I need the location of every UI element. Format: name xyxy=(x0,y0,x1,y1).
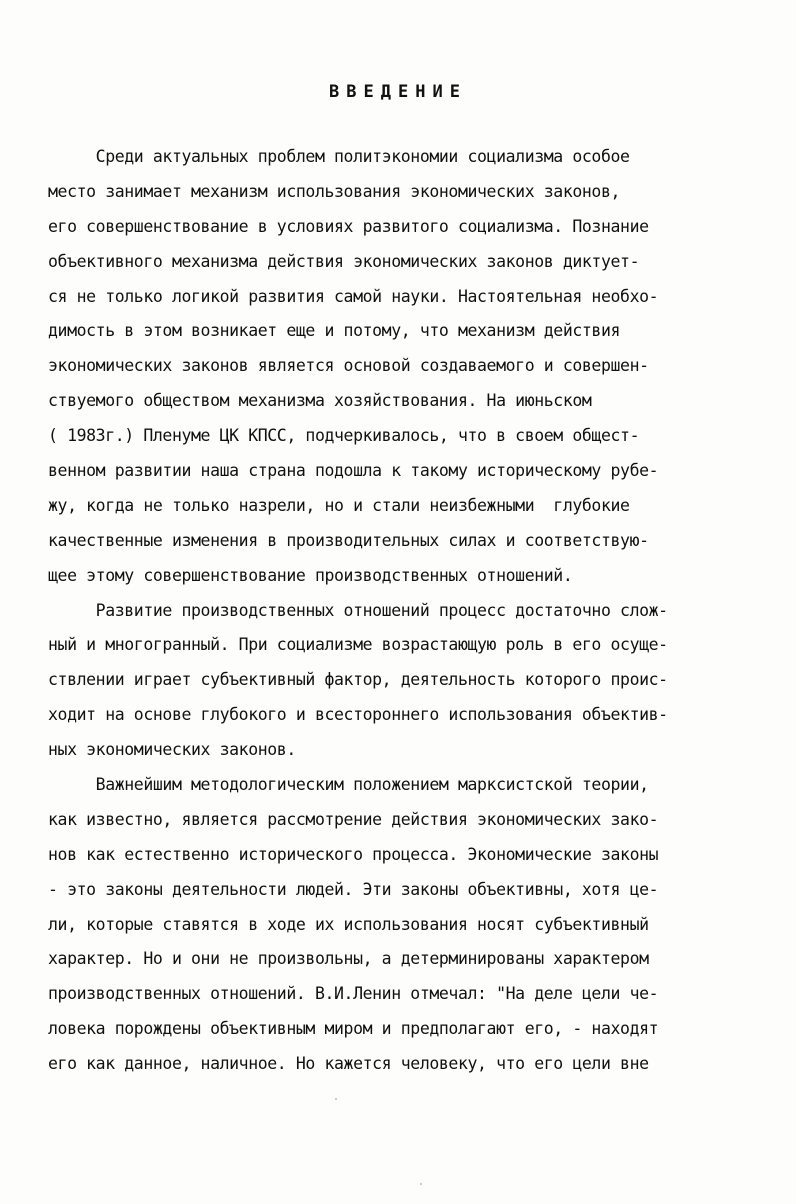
text-line: его как данное, наличное. Но кажется человеку, что его цели вне xyxy=(48,1054,649,1074)
text-line: производственных отношений. В.И.Ленин отмечал: "На деле цели че- xyxy=(48,984,659,1004)
text-line: характер. Но и они не произвольны, а детерминированы характером xyxy=(48,949,649,969)
paper-speck xyxy=(335,1098,337,1100)
text-line: ный и многогранный. При социализме возрастающую роль в его осуще- xyxy=(48,635,668,655)
text-line: экономических законов является основой создаваемого и совершен- xyxy=(48,356,649,376)
text-line: жу, когда не только назрели, но и стали неизбежными глубокие xyxy=(48,495,630,515)
text-line: его совершенствование в условиях развитого социализма. Познание xyxy=(48,216,649,236)
text-line: - это законы деятельности людей. Эти законы объективны, хотя це- xyxy=(48,879,659,899)
text-line: щее этому совершенствование производственных отношений. xyxy=(48,565,573,585)
text-line: ствуемого обществом механизма хозяйствования. На июньском xyxy=(48,391,592,411)
text-line: нов как естественно исторического процесса. Экономические законы xyxy=(48,844,659,864)
text-line: Среди актуальных проблем политэкономии социализма особое xyxy=(48,147,630,166)
text-line: качественные изменения в производительных силах и соответствую- xyxy=(48,530,649,550)
text-line: венном развитии наша страна подошла к такому историческому рубе- xyxy=(48,461,659,481)
text-line: ловека порождены объективным миром и предполагают его, - находят xyxy=(48,1019,659,1039)
text-line: ствлении играет субъективный фактор, деятельность которого проис- xyxy=(48,670,668,690)
text-line: димость в этом возникает еще и потому, что механизм действия xyxy=(48,321,621,341)
text-line: ходит на основе глубокого и всестороннего использования объектив- xyxy=(48,705,668,725)
paper-speck xyxy=(420,1183,422,1185)
text-line: место занимает механизм использования экономических законов, xyxy=(48,181,621,201)
text-line: как известно, является рассмотрение действия экономических зако- xyxy=(48,809,659,829)
text-line: ных экономических законов. xyxy=(48,740,296,760)
body-text xyxy=(48,140,758,1082)
text-line: ли, которые ставятся в ходе их использования носят субъективный xyxy=(48,914,649,934)
text-line: Развитие производственных отношений процесс достаточно слож- xyxy=(48,600,668,620)
page-title: ВВЕДЕНИЕ xyxy=(329,82,467,102)
text-line: объективного механизма действия экономических законов диктует- xyxy=(48,251,640,271)
text-line: ( 1983г.) Пленуме ЦК КПСС, подчеркивалось, что в своем общест- xyxy=(48,426,640,446)
text-line: ся не только логикой развития самой науки. Настоятельная необхо- xyxy=(48,286,659,306)
text-line: Важнейшим методологическим положением марксистской теории, xyxy=(48,775,649,795)
